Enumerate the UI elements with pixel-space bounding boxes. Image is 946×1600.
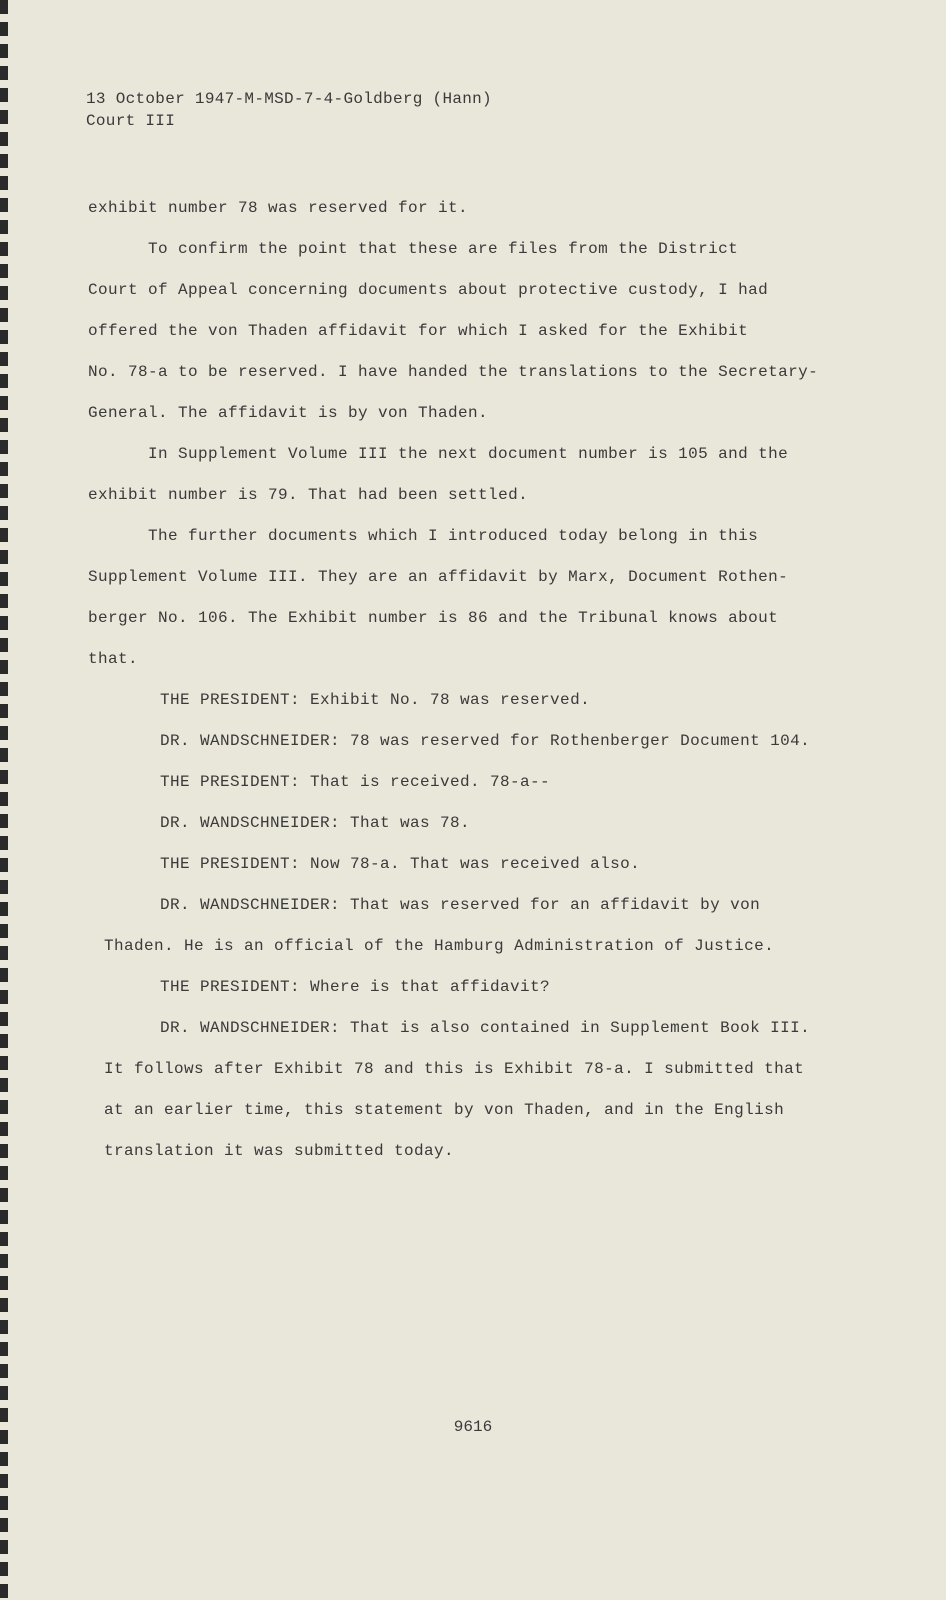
- dialogue-line: THE PRESIDENT: Where is that affidavit?: [160, 978, 551, 996]
- dialogue-line: THE PRESIDENT: Now 78-a. That was received also.: [160, 855, 641, 873]
- header-line-1: 13 October 1947-M-MSD-7-4-Goldberg (Hann): [86, 90, 492, 108]
- dialogue-line: THE PRESIDENT: That is received. 78-a--: [160, 773, 551, 791]
- text-line: To confirm the point that these are files from the District: [148, 240, 739, 258]
- text-line: General. The affidavit is by von Thaden.: [88, 404, 489, 422]
- text-line: Court of Appeal concerning documents about protective custody, I had: [88, 281, 769, 299]
- text-line: In Supplement Volume III the next document number is 105 and the: [148, 445, 789, 463]
- transcript-body: [88, 188, 848, 1172]
- header-line-2: Court III: [86, 112, 176, 130]
- document-header: [86, 88, 492, 132]
- page-number: 9616: [453, 1418, 493, 1436]
- text-line: Thaden. He is an official of the Hamburg Administration of Justice.: [104, 937, 775, 955]
- text-line: berger No. 106. The Exhibit number is 86 and the Tribunal knows about: [88, 609, 779, 627]
- text-line: that.: [88, 650, 139, 668]
- text-line: at an earlier time, this statement by von Thaden, and in the English: [104, 1101, 785, 1119]
- text-line: translation it was submitted today.: [104, 1142, 455, 1160]
- text-line: It follows after Exhibit 78 and this is Exhibit 78-a. I submitted that: [104, 1060, 805, 1078]
- dialogue-line: THE PRESIDENT: Exhibit No. 78 was reserved.: [160, 691, 591, 709]
- text-line: Supplement Volume III. They are an affidavit by Marx, Document Rothen-: [88, 568, 789, 586]
- text-line: exhibit number 78 was reserved for it.: [88, 199, 469, 217]
- text-line: The further documents which I introduced today belong in this: [148, 527, 759, 545]
- text-line: No. 78-a to be reserved. I have handed the translations to the Secretary-: [88, 363, 819, 381]
- binding-edge: [0, 0, 8, 1600]
- dialogue-line: DR. WANDSCHNEIDER: That was reserved for an affidavit by von: [160, 896, 761, 914]
- dialogue-line: DR. WANDSCHNEIDER: That was 78.: [160, 814, 471, 832]
- text-line: exhibit number is 79. That had been settled.: [88, 486, 529, 504]
- dialogue-line: DR. WANDSCHNEIDER: 78 was reserved for Rothenberger Document 104.: [160, 732, 811, 750]
- text-line: offered the von Thaden affidavit for which I asked for the Exhibit: [88, 322, 749, 340]
- dialogue-line: DR. WANDSCHNEIDER: That is also contained in Supplement Book III.: [160, 1019, 811, 1037]
